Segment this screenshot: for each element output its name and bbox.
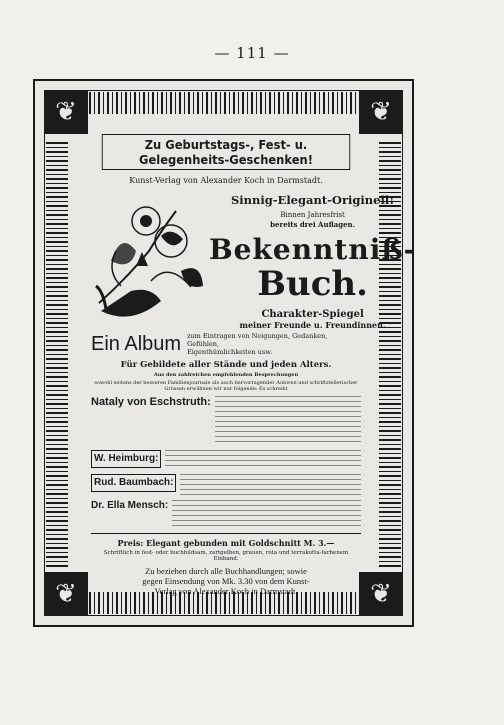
flower-illustration <box>91 191 209 323</box>
review-mensch <box>91 500 361 530</box>
reviews-intro: Aus den zahlreichen empfehlenden Besprechungen <box>153 372 299 378</box>
reviewer-name: Dr. Ella Mensch: <box>91 500 169 511</box>
reviewer-name: W. Heimburg: <box>91 450 161 468</box>
reviewer-name: Rud. Baumbach: <box>91 474 176 492</box>
review-text-block <box>215 396 361 446</box>
ad-content <box>91 134 417 596</box>
reviews-intro-2: sowohl seitens der besseren Familienjournale als auch hervorragender Autoren und schriftstellerischer Grössen erwähnen wir nur folgende: Es schreibt <box>94 380 358 392</box>
album-desc-2: Eigenthümlichkeiten usw. <box>187 348 273 356</box>
review-text-block <box>165 450 361 470</box>
review-baumbach <box>91 474 361 496</box>
slogan: Sinnig-Elegant-Originell! <box>230 193 395 207</box>
book-title-line-2: Buch. <box>257 264 368 304</box>
headline: Zu Geburtstags-, Fest- u. Gelegenheits-Geschenken! <box>102 134 350 170</box>
top-ornament-band <box>89 92 358 114</box>
binnen-jahresfrist: Binnen Jahresfrist <box>280 211 345 219</box>
divider <box>91 533 361 534</box>
gebildete-line: Für Gebildete aller Stände und jeden Alters. <box>120 360 332 370</box>
advertisement-frame <box>33 79 417 627</box>
album-row <box>91 332 361 356</box>
corner-ornament-bottom-left: ❦ <box>44 572 88 616</box>
publisher-line: Kunst-Verlag von Alexander Koch in Darmstadt. <box>129 176 323 185</box>
order-line-3: Verlag von Alexander Koch in Darmstadt. <box>154 586 298 596</box>
corner-ornament-top-right: ❦ <box>359 90 403 134</box>
review-heimburg <box>91 450 361 470</box>
order-line-1: Zu beziehen durch alle Buchhandlungen; sowie <box>145 566 307 576</box>
freunde-line: meiner Freunde u. Freundinnen. <box>239 320 386 330</box>
title-row <box>91 191 417 330</box>
corner-ornament-bottom-right: ❦ <box>359 572 403 616</box>
left-ornament-band <box>46 139 68 567</box>
charakter-spiegel: Charakter-Spiegel <box>261 309 364 320</box>
review-text-block <box>180 474 361 496</box>
review-text-block <box>172 500 361 530</box>
reviewer-name: Nataly von Eschstruth: <box>91 396 211 408</box>
book-title-line-1: Bekenntniß- <box>209 233 417 266</box>
corner-ornament-top-left: ❦ <box>44 90 88 134</box>
auflagen: bereits drei Auflagen. <box>270 220 356 229</box>
binding-line: Schriftlich in fest- oder buchbildsam, zartgelben, grauen, rota und terrakotta-farbenem Einband. <box>103 550 349 562</box>
album-word: Ein Album <box>91 332 182 355</box>
title-block <box>209 191 416 330</box>
price-line: Preis: Elegant gebunden mit Goldschnitt M. 3.— <box>117 538 335 548</box>
album-desc-1: zum Eintragen von Neigungen, Gedanken, Gefühlen, <box>187 332 328 348</box>
review-eschstruth <box>91 396 361 446</box>
page-number: — 111 — <box>214 44 290 62</box>
order-line-2: gegen Einsendung von Mk. 3.30 von dem Kunst- <box>142 576 310 586</box>
order-info <box>91 566 361 596</box>
